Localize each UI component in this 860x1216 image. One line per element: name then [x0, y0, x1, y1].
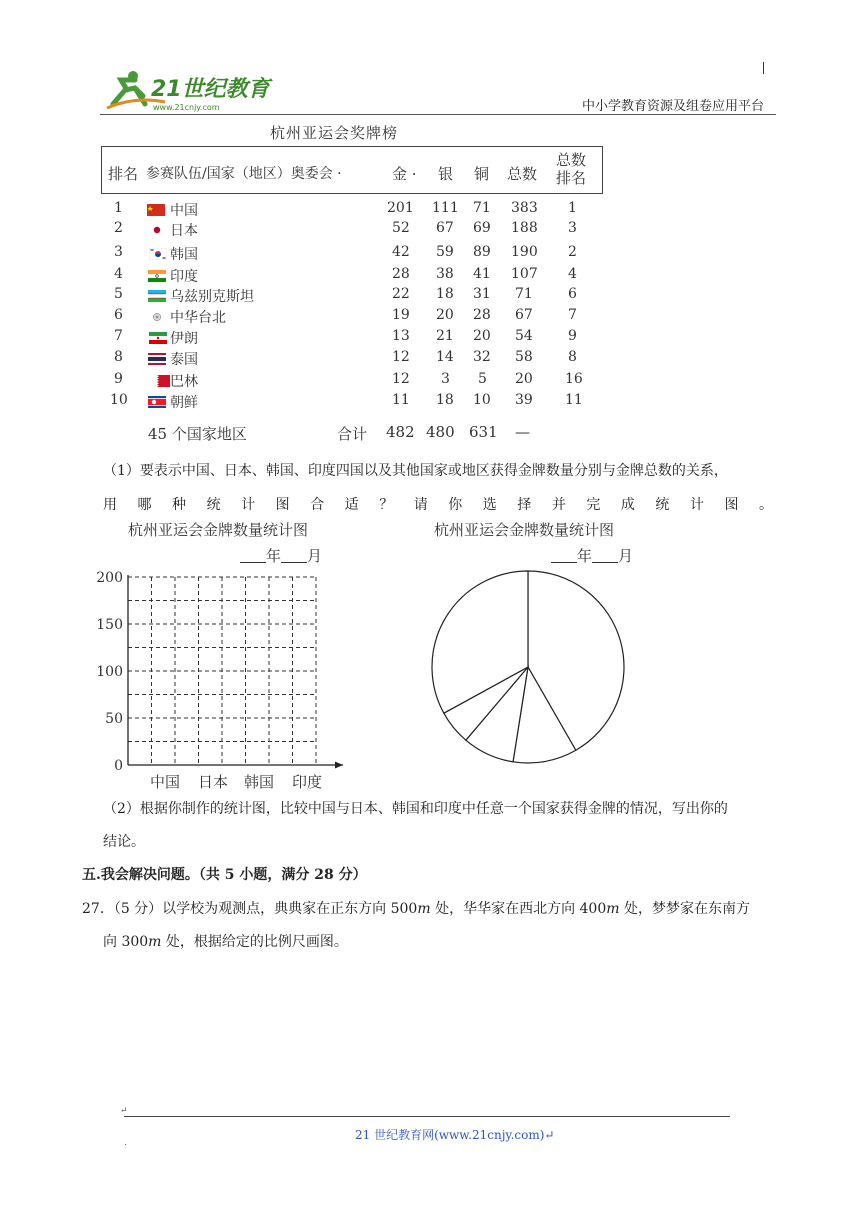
total-cell: 71	[515, 286, 533, 302]
silver-cell: 38	[436, 266, 454, 282]
team-cell: 印度	[170, 269, 198, 285]
question-part1-line1: （1）要表示中国、日本、韩国、印度四国以及其他国家或地区获得金牌数量分别与金牌总数的关系，	[103, 463, 728, 479]
bronze-cell: 31	[473, 286, 491, 302]
total-cell: 67	[515, 307, 533, 323]
rank-cell: 7	[114, 328, 123, 344]
x-category-label: 印度	[291, 773, 323, 791]
team-cell: 朝鲜	[170, 395, 198, 411]
silver-cell: 111	[432, 200, 459, 216]
total-rank-cell: 11	[565, 392, 583, 408]
total-row-gold: 482	[386, 423, 415, 441]
header-silver: 银	[438, 165, 454, 183]
total-cell: 20	[515, 371, 533, 387]
section-title: 五.我会解决问题。（共 5 小题，满分 28 分）	[82, 867, 367, 883]
month-label: 月	[307, 547, 323, 565]
thailand-flag-icon	[148, 353, 166, 365]
gold-cell: 42	[392, 244, 410, 260]
site-logo	[105, 66, 285, 114]
gold-cell: 28	[392, 266, 410, 282]
gold-cell: 12	[392, 349, 410, 365]
total-row-total: —	[515, 423, 530, 441]
uzbekistan-flag-icon	[148, 290, 166, 302]
silver-cell: 59	[436, 244, 454, 260]
bronze-cell: 32	[473, 349, 491, 365]
total-rank-cell: 1	[568, 200, 577, 216]
silver-cell: 20	[436, 307, 454, 323]
medal-table-title: 杭州亚运会奖牌榜	[270, 124, 399, 142]
y-tick-label: 0	[114, 758, 123, 774]
y-tick-label: 200	[96, 570, 123, 586]
total-rank-cell: 16	[565, 371, 583, 387]
gold-cell: 12	[392, 371, 410, 387]
total-rank-cell: 6	[568, 286, 577, 302]
total-cell: 383	[511, 200, 538, 216]
rank-cell: 10	[110, 392, 128, 408]
bronze-cell: 89	[473, 244, 491, 260]
month-blank[interactable]	[281, 549, 307, 563]
month-label: 月	[618, 547, 634, 565]
pie-chart-title: 杭州亚运会金牌数量统计图	[434, 521, 615, 539]
total-cell: 188	[511, 220, 538, 236]
gold-cell: 13	[392, 328, 410, 344]
total-cell: 107	[511, 266, 538, 282]
table-row	[0, 392, 860, 414]
bronze-cell: 28	[473, 307, 491, 323]
header-rule	[100, 114, 776, 115]
table-row	[0, 266, 860, 288]
rank-cell: 5	[114, 286, 123, 302]
table-row	[0, 307, 860, 329]
table-row	[0, 244, 860, 266]
header-total: 总数	[507, 165, 538, 183]
india-flag-icon	[148, 270, 166, 282]
x-category-label: 日本	[197, 773, 229, 791]
rank-cell: 3	[114, 244, 123, 260]
total-rank-cell: 7	[568, 307, 577, 323]
header-total-rank-1: 总数	[555, 151, 586, 169]
team-cell: 巴林	[170, 374, 198, 390]
bronze-cell: 5	[478, 371, 487, 387]
china-flag-icon	[147, 204, 165, 216]
x-category-label: 韩国	[243, 773, 275, 791]
bronze-cell: 20	[473, 328, 491, 344]
rank-cell: 6	[114, 307, 123, 323]
header-total-rank-2: 排名	[555, 169, 586, 187]
header-gold: 金 ·	[392, 165, 417, 183]
table-row	[0, 371, 860, 393]
silver-cell: 21	[436, 328, 454, 344]
rank-cell: 1	[114, 200, 123, 216]
total-cell: 39	[515, 392, 533, 408]
total-rank-cell: 4	[568, 266, 577, 282]
rank-cell: 9	[114, 371, 123, 387]
x-axis-arrow	[335, 762, 343, 769]
tpe-flag-icon	[148, 311, 166, 323]
gold-cell: 11	[392, 392, 410, 408]
bronze-cell: 69	[473, 220, 491, 236]
y-tick-label: 150	[96, 617, 123, 633]
rank-cell: 4	[114, 266, 123, 282]
total-rank-cell: 2	[568, 244, 577, 260]
dot-mark: .	[124, 1138, 127, 1148]
table-row	[0, 220, 860, 242]
return-mark: ↵	[120, 1106, 128, 1116]
bronze-cell: 10	[473, 392, 491, 408]
header-tick	[763, 62, 764, 74]
bahrain-flag-icon	[152, 375, 170, 387]
dprk-flag-icon	[148, 396, 166, 408]
header-team: 参赛队伍/国家（地区）奥委会 ·	[146, 166, 342, 182]
total-rank-cell: 3	[568, 220, 577, 236]
logo-url: www.21cnjy.com	[153, 103, 220, 112]
y-tick-label: 50	[105, 711, 123, 727]
gold-cell: 19	[392, 307, 410, 323]
table-row	[0, 328, 860, 350]
rank-cell: 2	[114, 220, 123, 236]
gold-cell: 201	[387, 200, 414, 216]
silver-cell: 14	[436, 349, 454, 365]
total-row-label: 45 个国家地区	[148, 425, 247, 443]
header-total-rank	[553, 151, 589, 187]
total-rank-cell: 9	[568, 328, 577, 344]
total-cell: 54	[515, 328, 533, 344]
silver-cell: 67	[436, 220, 454, 236]
question-part2-line1: （2）根据你制作的统计图，比较中国与日本、韩国和印度中任意一个国家获得金牌的情况，写出你的	[103, 801, 728, 817]
total-rank-cell: 8	[568, 349, 577, 365]
team-cell: 乌兹别克斯坦	[170, 289, 254, 305]
year-blank[interactable]	[240, 549, 266, 563]
header-rank: 排名	[108, 165, 139, 183]
year-label: 年	[266, 547, 282, 565]
y-tick-label: 100	[96, 664, 123, 680]
silver-cell: 3	[441, 371, 450, 387]
total-row-silver: 480	[426, 423, 455, 441]
team-cell: 韩国	[170, 247, 198, 263]
bar-chart	[95, 565, 345, 795]
table-row	[0, 200, 860, 222]
bar-chart-date	[240, 545, 322, 566]
question-part2-line2: 结论。	[103, 834, 145, 850]
bar-chart-title: 杭州亚运会金牌数量统计图	[128, 521, 309, 539]
bronze-cell: 71	[473, 200, 491, 216]
question-27-line2: 向 300m 处，根据给定的比例尺画图。	[103, 934, 348, 950]
rank-cell: 8	[114, 349, 123, 365]
team-cell: 泰国	[170, 352, 198, 368]
team-cell: 伊朗	[170, 331, 198, 347]
team-cell: 日本	[170, 223, 198, 239]
footer-rule	[124, 1116, 730, 1117]
footer-link[interactable]: 21 世纪教育网(www.21cnjy.com)↵	[355, 1128, 555, 1142]
japan-flag-icon	[148, 224, 166, 236]
gold-cell: 22	[392, 286, 410, 302]
header-bronze: 铜	[474, 165, 490, 183]
silver-cell: 18	[436, 286, 454, 302]
team-cell: 中华台北	[170, 310, 226, 326]
bronze-cell: 41	[473, 266, 491, 282]
korea-flag-icon	[149, 248, 167, 260]
iran-flag-icon	[149, 332, 167, 344]
x-category-label: 中国	[149, 773, 181, 791]
question-part1-line2: 用哪种统计图合适？请你选择并完成统计图。	[103, 497, 773, 513]
logo-text: 21世纪教育	[151, 77, 270, 102]
total-cell: 58	[515, 349, 533, 365]
question-27-line1: 27．（5 分）以学校为观测点，典典家在正东方向 500m 处，华华家在西北方向 400m 处，梦梦家在东南方	[82, 901, 750, 917]
gold-cell: 52	[392, 220, 410, 236]
platform-name: 中小学教育资源及组卷应用平台	[581, 99, 764, 114]
pie-chart	[420, 560, 640, 780]
total-row-sum: 合计	[337, 425, 368, 443]
table-row	[0, 286, 860, 308]
year-label: 年	[577, 547, 593, 565]
silver-cell: 18	[436, 392, 454, 408]
table-row	[0, 349, 860, 371]
total-cell: 190	[511, 244, 538, 260]
team-cell: 中国	[170, 203, 198, 219]
total-row-bronze: 631	[469, 423, 498, 441]
